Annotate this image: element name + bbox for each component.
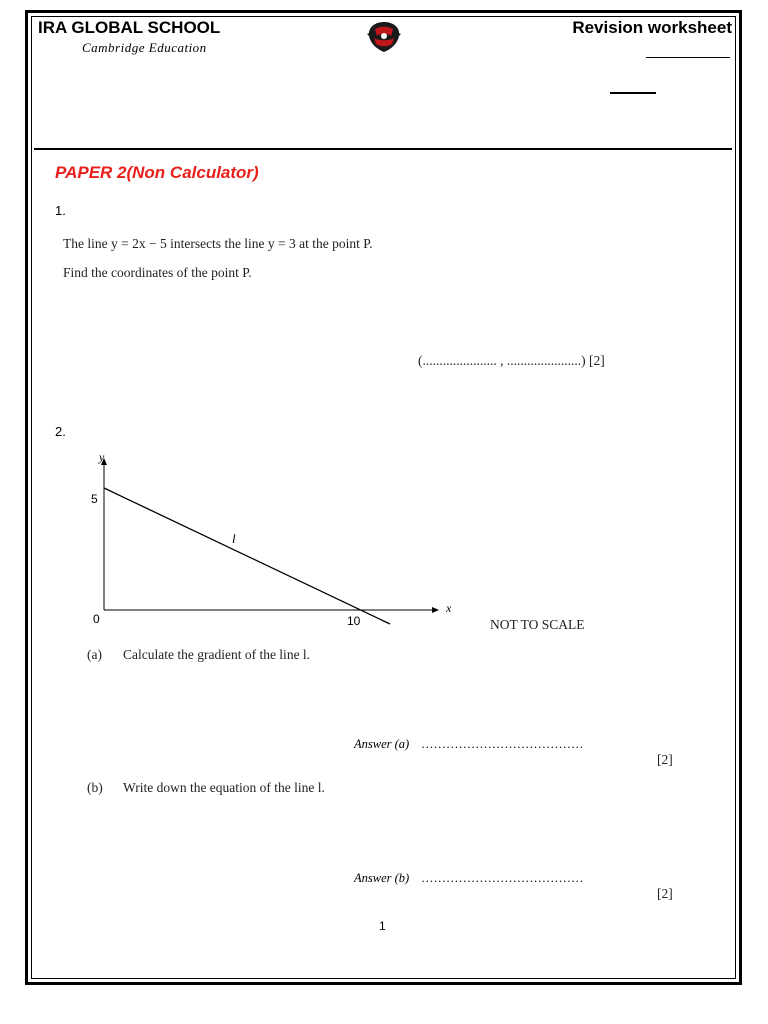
y-intercept-label: 5 (91, 492, 98, 506)
x-axis-arrow-icon (432, 607, 439, 613)
not-to-scale-note: NOT TO SCALE (490, 617, 585, 632)
part-a-marks: [2] (657, 752, 673, 767)
question-1-instruction: Find the coordinates of the point P. (63, 265, 252, 280)
page-number: 1 (379, 919, 386, 933)
question-2-number: 2. (55, 424, 66, 439)
part-b-marks: [2] (657, 886, 673, 901)
part-b-answer-dots: ………………………………… (421, 871, 584, 885)
school-name: IRA GLOBAL SCHOOL (38, 18, 221, 37)
header-divider (34, 148, 732, 150)
school-subtitle: Cambridge Education (82, 40, 207, 55)
x-intercept-label: 10 (347, 614, 361, 628)
origin-label: 0 (93, 612, 100, 626)
question-1-text: The line y = 2x − 5 intersects the line y = 3 at the point P. (63, 236, 373, 251)
part-b-text: Write down the equation of the line l. (123, 780, 325, 795)
line-label: l (232, 531, 236, 546)
question-1-number: 1. (55, 203, 66, 218)
document-title: Revision worksheet (572, 18, 732, 37)
school-crest-icon (366, 20, 402, 54)
part-a-label: (a) (87, 647, 102, 662)
part-a-answer-label: Answer (a) (354, 737, 410, 751)
part-b-answer-label: Answer (b) (354, 871, 410, 885)
question-1-answer-line: (...................... , ......................) [2] (418, 353, 605, 368)
part-b-label: (b) (87, 780, 103, 795)
part-a-text: Calculate the gradient of the line l. (123, 647, 311, 662)
part-a-answer-dots: ………………………………… (421, 737, 584, 751)
header-blank-line-1 (646, 57, 730, 58)
line-l (104, 488, 390, 624)
line-graph (80, 448, 460, 633)
paper-title: PAPER 2(Non Calculator) (55, 163, 259, 182)
x-axis-label: x (446, 601, 452, 615)
y-axis-label: y (99, 450, 105, 464)
header-blank-line-2 (610, 92, 656, 94)
